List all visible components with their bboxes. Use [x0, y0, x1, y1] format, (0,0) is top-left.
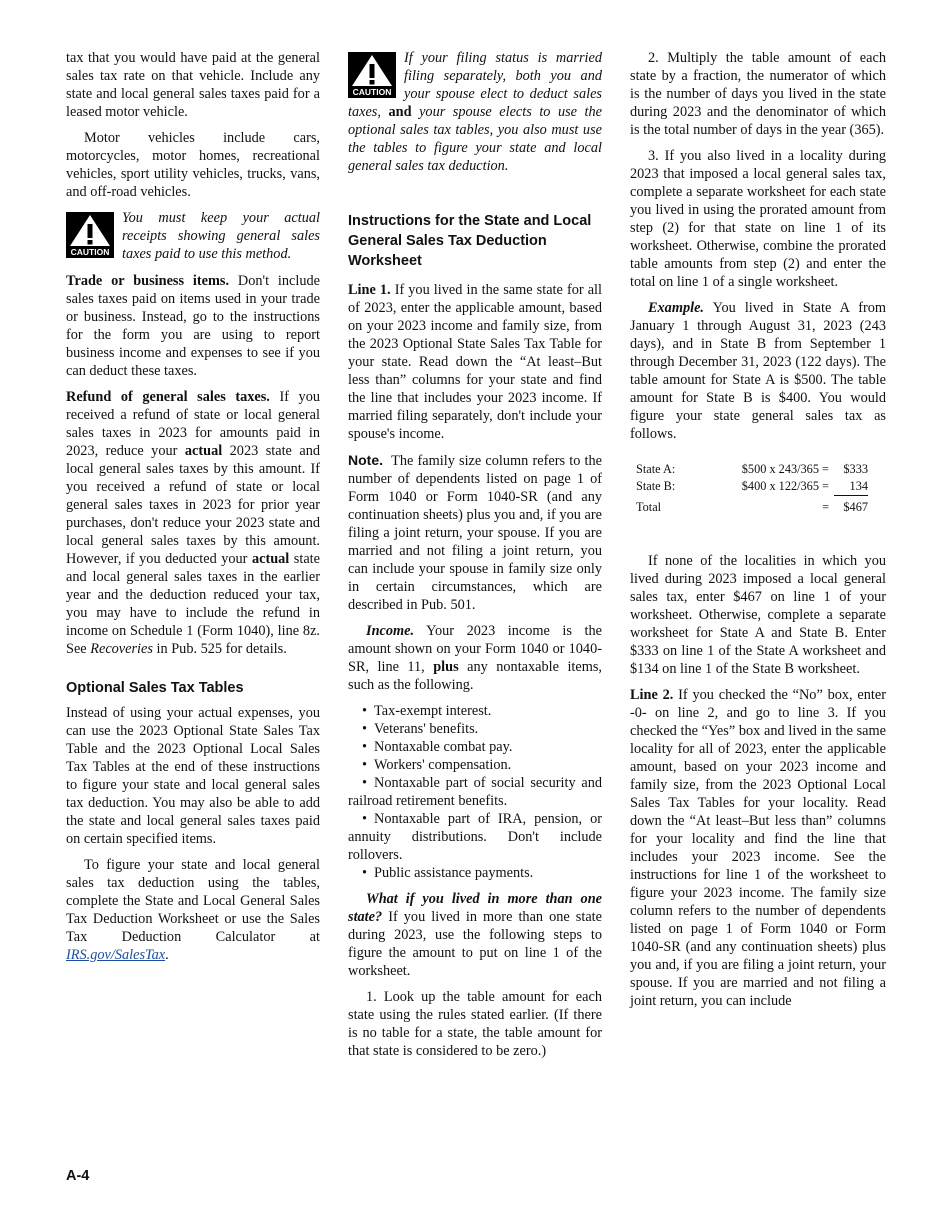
- refund-text-4: in Pub. 525 for details.: [156, 641, 287, 657]
- refund-text-1: If you received a refund of state or local general sales taxes in 2023 for amounts paid in 2023, reduce your: [66, 389, 320, 459]
- calculator-paragraph: [66, 856, 320, 964]
- refund-text-2: 2023 state and local general sales taxes by this amount. If you received a refund of state or local general sales taxes in 2023 for prior year purchases, don't reduce your 2023 state and local general sales taxes by this amount. However, if you deducted your: [66, 443, 321, 567]
- calc-total: 134: [834, 478, 868, 496]
- line2-heading: Line 2.: [630, 687, 674, 703]
- step-3-paragraph: 3. If you also lived in a locality during 2023 that imposed a local general sales tax, complete a separate worksheet for each state you lived in using the prorated amount from step (2) for that state on line 1 of its worksheet. Otherwise, combine the prorated table amounts from step (2) and enter the total on line 1 of a single worksheet.: [630, 148, 886, 290]
- caution-icon: [348, 52, 396, 98]
- column-middle: [348, 49, 602, 1068]
- income-emphasis: plus: [433, 659, 459, 675]
- list-item: • Nontaxable part of IRA, pension, or annuity distributions. Don't include rollovers.: [348, 810, 602, 864]
- calc-row-state-b: [636, 478, 868, 496]
- recoveries-reference: Recoveries: [90, 641, 153, 657]
- note-heading: Note.: [348, 452, 383, 468]
- income-paragraph: [348, 622, 602, 694]
- column-right: [630, 49, 886, 1018]
- motor-vehicles-paragraph: Motor vehicles include cars, motorcycles, motor homes, recreational vehicles, sport utility vehicles, trucks, vans, and off-road vehicles.: [66, 130, 320, 200]
- calc-formula: =: [822, 500, 829, 514]
- list-item: • Nontaxable combat pay.: [348, 738, 602, 756]
- optional-tables-paragraph: Instead of using your actual expenses, you can use the 2023 Optional State Sales Tax Table and the 2023 Optional Local Sales Tax Tables at the end of these instructions to figure your state and local general sales tax deduction. You may also be able to add the state and local general sales taxes paid on certain specified items.: [66, 705, 320, 847]
- refund-emphasis-2: actual: [251, 551, 290, 567]
- calc-total: $333: [843, 462, 868, 476]
- refund-paragraph: [66, 388, 320, 658]
- caution-note-receipts: [66, 209, 320, 263]
- step-1-paragraph: 1. Look up the table amount for each state using the rules stated earlier. (If there is no table for a state, the table amount for that state is considered to be zero.): [348, 989, 602, 1059]
- calc-row-state-a: [636, 461, 868, 478]
- calc-formula: $500 x 243/365 =: [741, 462, 829, 476]
- caution-married-text-2: your spouse elects to use the optional sales tax tables, you also must use the tables to figure your state and local general sales tax deduction.: [348, 104, 602, 174]
- list-item: • Workers' compensation.: [348, 756, 602, 774]
- example-text: You lived in State A from January 1 through August 31, 2023 (243 days), and in State B from September 1 through December 31, 2023 (122 days). The table amount for State A is $500. The table amount for State B is $400. You would figure your state general sales tax as follows.: [630, 300, 886, 442]
- line1-heading: Line 1.: [348, 282, 391, 298]
- column-left: [66, 49, 320, 972]
- no-local-tax-paragraph: If none of the localities in which you lived during 2023 imposed a local general sales tax, enter $467 on line 1 of your worksheet. Otherwise, complete a separate worksheet for State A and State B. Enter $333 on line 1 of the State A worksheet and $134 on line 1 of the State B worksheet.: [630, 553, 886, 677]
- refund-heading: Refund of general sales taxes.: [66, 389, 270, 405]
- caution-label: CAUTION: [352, 87, 392, 97]
- list-item: • Nontaxable part of social security and railroad retirement benefits.: [348, 774, 602, 810]
- proration-calculation: [636, 461, 868, 516]
- line2-paragraph: [630, 686, 886, 1010]
- trade-business-text: Don't include sales taxes paid on items used in your trade or business. Instead, go to the instructions for the form you are using to report business income and expenses to see if you can deduct these taxes.: [66, 273, 321, 379]
- caution-label: CAUTION: [70, 247, 110, 257]
- page-number: A-4: [66, 1168, 90, 1184]
- calculator-text: To figure your state and local general sales tax deduction using the tables, complete the State and Local General Sales Tax Deduction Worksheet or use the Sales Tax Deduction Calculator at: [66, 857, 320, 945]
- example-paragraph: [630, 299, 886, 443]
- calculator-end: .: [165, 947, 169, 963]
- caution-note-married: [348, 49, 602, 175]
- calc-formula: $400 x 122/365 =: [741, 479, 829, 493]
- income-heading: Income.: [366, 623, 415, 639]
- caution-married-text-1: If your filing status is married filing separately, both you and your spouse elect to deduct sales taxes,: [348, 50, 602, 120]
- line1-text: If you lived in the same state for all of 2023, enter the applicable amount, based on your 2023 income and family size, from the 2023 Optional State Sales Tax Table for your state. Read down the “At least–But less than” columns for your state and find the line that includes your 2023 income. If married filing separately, don't include your spouse's income.: [348, 282, 602, 442]
- calc-total: $467: [843, 500, 868, 514]
- calc-label: State B:: [636, 479, 676, 493]
- refund-text-3: state and local general sales taxes in the earlier year and the deduction reduced your tax, you may have to include the refund in income on Schedule 1 (Form 1040), line 8z. See: [66, 551, 320, 657]
- list-item: • Tax-exempt interest.: [348, 702, 602, 720]
- trade-business-heading: Trade or business items.: [66, 273, 230, 289]
- line2-text: If you checked the “No” box, enter -0- on line 2, and go to line 3. If you checked the “Yes” box and lived in the same locality for all of 2023, enter the applicable amount, based on your 2023 income and family size, from the 2023 Optional Local Sales Tax Tables for your locality. Read down the “At least–But less than” columns for your locality and find the line that includes your 2023 income. See the instructions for line 1 of the worksheet to figure your 2023 income. The family size column refers to the number of dependents listed on page 1 of Form 1040 or Form 1040-SR (and any continuation sheets) plus you and, if you are filing a joint return, your spouse. If you are married and not filing a joint return, you can include: [630, 687, 887, 1009]
- step-2-paragraph: 2. Multiply the table amount of each state by a fraction, the numerator of which is the number of days you lived in the state during 2023 and the denominator of which is the total number of days in the year (365).: [630, 50, 886, 138]
- nontaxable-items-list: [348, 702, 602, 882]
- income-text-1: Your 2023 income is the amount shown on your Form 1040 or 1040-SR, line 11,: [348, 623, 602, 675]
- income-text-2: any nontaxable items, such as the following.: [348, 659, 602, 693]
- caution-icon: [66, 212, 114, 258]
- irs-salestax-link[interactable]: IRS.gov/SalesTax: [66, 947, 166, 963]
- list-item: • Public assistance payments.: [348, 864, 602, 882]
- more-than-one-state-text: If you lived in more than one state during 2023, use the following steps to figure the amount to put on line 1 of the worksheet.: [348, 909, 602, 979]
- refund-emphasis-1: actual: [184, 443, 223, 459]
- line1-paragraph: [348, 281, 602, 443]
- caution-text-receipts: You must keep your actual receipts showing general sales taxes paid to use this method.: [122, 210, 320, 262]
- calc-total-wrap: [829, 478, 868, 496]
- note-text: The family size column refers to the number of dependents listed on page 1 of Form 1040 or Form 1040-SR (and any continuation sheets) plus you and, if you are filing a joint return, your spouse. If you are married and not filing a joint return, you can include your spouse in family size only in certain circumstances, which are described in Pub. 501.: [348, 453, 602, 613]
- caution-married-emphasis: and: [388, 104, 412, 120]
- trade-business-paragraph: [66, 272, 320, 380]
- more-than-one-state-heading: What if you lived in more than one state?: [348, 891, 602, 925]
- optional-tables-heading: Optional Sales Tax Tables: [66, 680, 244, 696]
- example-heading: Example.: [648, 300, 704, 316]
- calc-label: State A:: [636, 462, 676, 476]
- note-paragraph: [348, 451, 602, 614]
- worksheet-instructions-heading: Instructions for the State and Local General Sales Tax Deduction Worksheet: [348, 213, 592, 269]
- more-than-one-state-paragraph: [348, 890, 602, 980]
- vehicle-paragraph: tax that you would have paid at the general sales tax rate on that vehicle. Include any state and local general sales taxes paid for a leased motor vehicle.: [66, 50, 320, 120]
- calc-label: Total: [636, 500, 662, 514]
- calc-row-total: [636, 499, 868, 516]
- list-item: • Veterans' benefits.: [348, 720, 602, 738]
